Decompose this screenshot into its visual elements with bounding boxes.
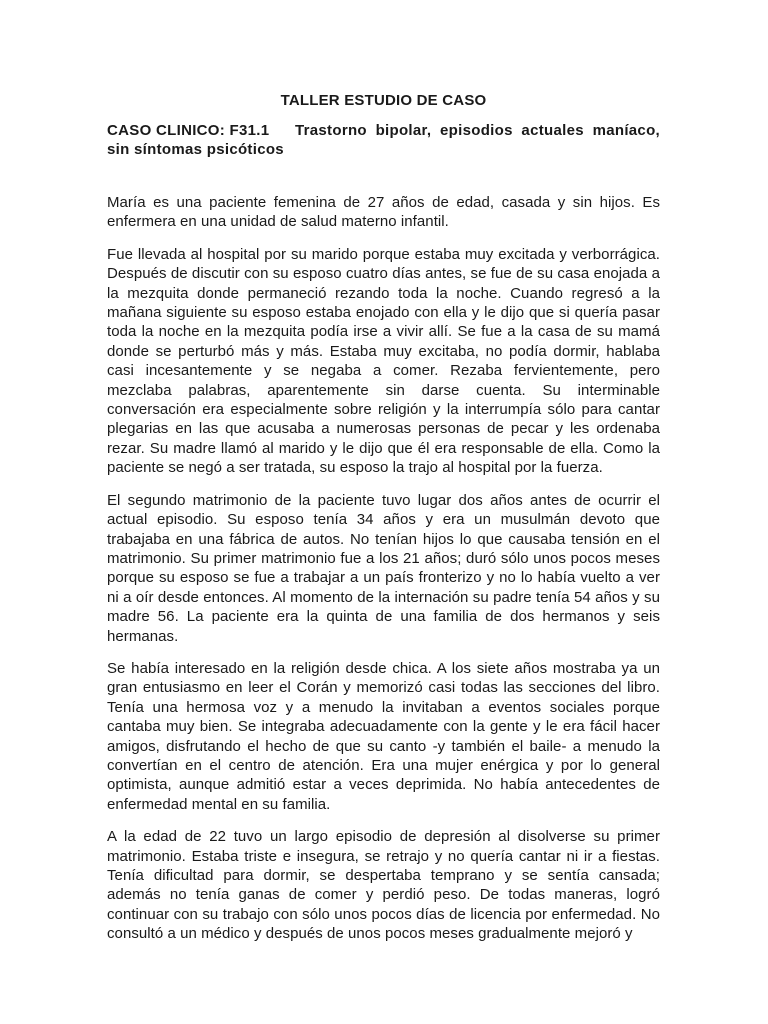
paragraph-intro: María es una paciente femenina de 27 años de edad, casada y sin hijos. Es enfermera en una unidad de salud materno infantil. xyxy=(107,194,660,231)
case-description: Trastorno bipolar, episodios actuales maníaco, sin síntomas psicóticos xyxy=(107,122,660,158)
paragraph-admission: Fue llevada al hospital por su marido porque estaba muy excitada y verborrágica. Después de discutir con su esposo cuatro días antes, se fue de su casa enojada a la mezquita donde permaneció rezando toda la noche. Cuando regresó a la mañana siguiente su esposo estaba enojado con ella y le dijo que si quería pasar toda la noche en la mezquita podía irse a vivir allí. Se fue a la casa de su mamá donde se perturbó más y más. Estaba muy excitaba, no podía dormir, hablaba casi incesantemente y se negaba a comer. Rezaba fervientemente, pero mezclaba palabras, aparentemente sin darse cuenta. Su interminable conversación era especialmente sobre religión y la interrumpía sólo para cantar plegarias en las que acusaba a numerosas personas de pecar y les ordenaba rezar. Su madre llamó al marido y le dijo que él era responsable de ella. Como la paciente se negó a ser tratada, su esposo la trajo al hospital por la fuerza. xyxy=(107,245,660,477)
case-code: CASO CLINICO: F31.1 xyxy=(107,122,270,139)
paragraph-marriage: El segundo matrimonio de la paciente tuvo lugar dos años antes de ocurrir el actual episodio. Su esposo tenía 34 años y era un musulmán devoto que trabajaba en una fábrica de autos. No tenían hijos lo que causaba tensión en el matrimonio. Su primer matrimonio fue a los 21 años; duró sólo unos pocos meses porque su esposo se fue a trabajar a un país fronterizo y no lo había vuelto a ver ni a oír desde entonces. Al momento de la internación su padre tenía 54 años y su madre 56. La paciente era la quinta de una familia de dos hermanos y seis hermanas. xyxy=(107,491,660,645)
case-heading xyxy=(107,121,660,159)
paragraph-religion: Se había interesado en la religión desde chica. A los siete años mostraba ya un gran entusiasmo en leer el Corán y memorizó casi todas las secciones del libro. Tenía una hermosa voz y a menudo la invitaban a eventos sociales porque cantaba muy bien. Se integraba adecuadamente con la gente y le era fácil hacer amigos, disfrutando el hecho de que su canto -y también el baile- a menudo la convertían en el centro de atención. Era una mujer enérgica y por lo general optimista, aunque admitió estar a veces deprimida. No había antecedentes de enfermedad mental en su familia. xyxy=(107,659,660,813)
document-title: TALLER ESTUDIO DE CASO xyxy=(280,92,487,109)
paragraph-depression: A la edad de 22 tuvo un largo episodio de depresión al disolverse su primer matrimonio. Estaba triste e insegura, se retrajo y no quería cantar ni ir a fiestas. Tenía dificultad para dormir, se despertaba temprano y se sentía cansada; además no tenía ganas de comer y perdió peso. De todas maneras, logró continuar con su trabajo con sólo unos pocos días de licencia por enfermedad. No consultó a un médico y después de unos pocos meses gradualmente mejoró y xyxy=(107,828,660,943)
